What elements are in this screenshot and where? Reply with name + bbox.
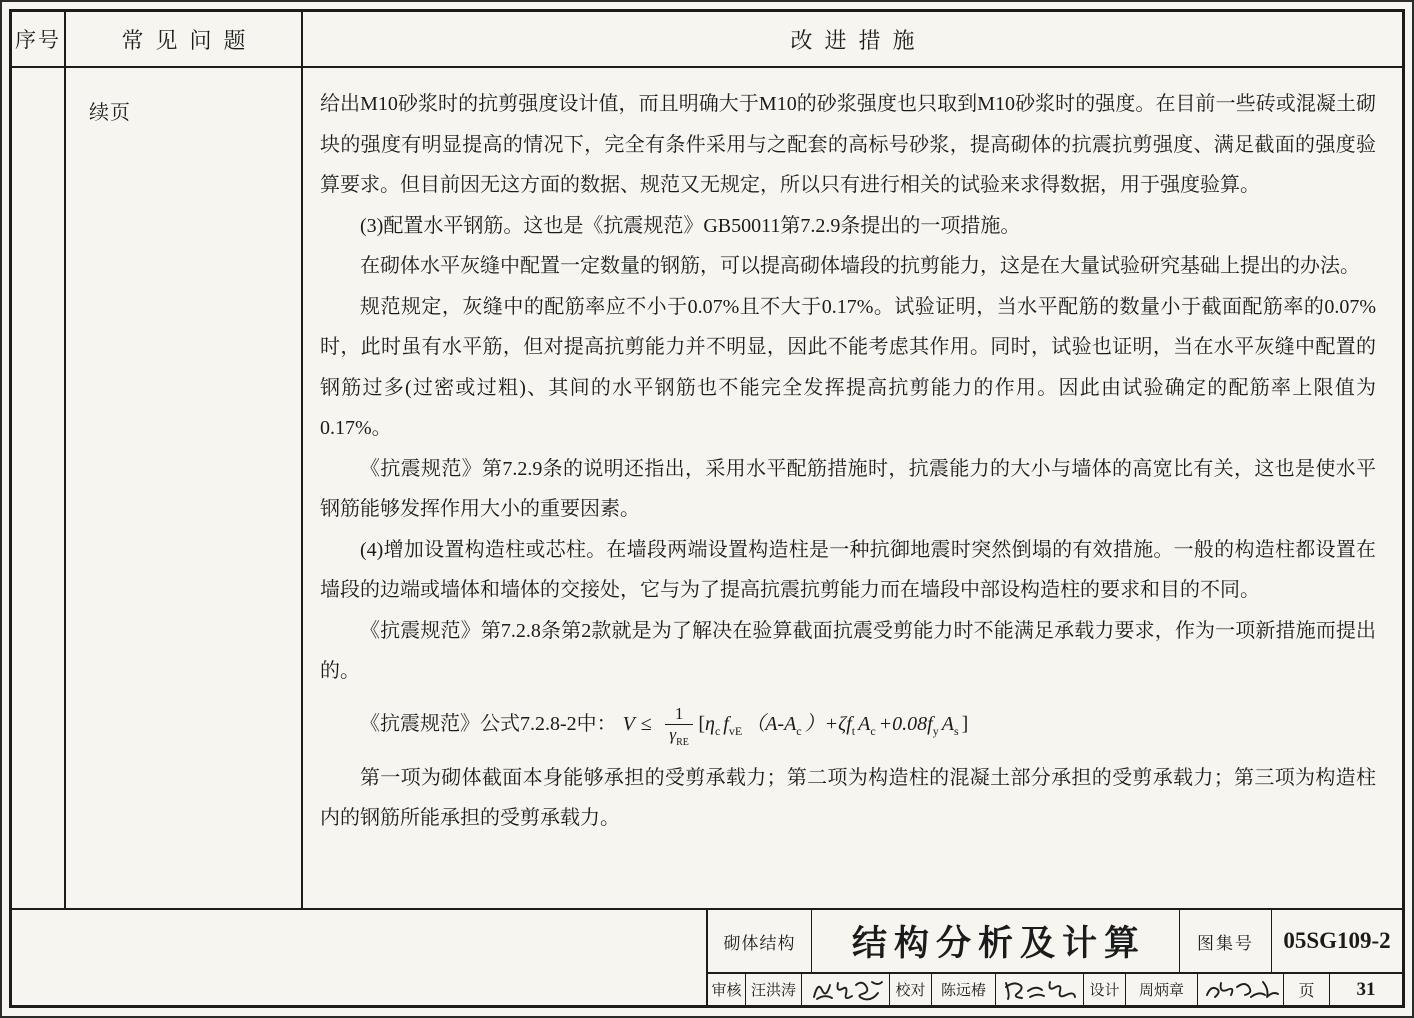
formula-line xyxy=(360,692,1376,758)
formula-term: $f_{vE}$ xyxy=(723,713,743,739)
designer-name: 周炳章 xyxy=(1126,974,1198,1005)
formula-term: $A_s$ xyxy=(941,713,959,739)
table-header-row xyxy=(12,12,1402,68)
seq-column xyxy=(12,68,66,908)
signoff-row xyxy=(708,974,1402,1005)
blank-area xyxy=(12,910,706,1005)
category-cell: 砌体结构 xyxy=(708,910,812,972)
proofreader-signature xyxy=(996,974,1084,1005)
page-label: 页 xyxy=(1284,974,1330,1005)
open-bracket: [ xyxy=(698,713,706,736)
formula-lhs: V xyxy=(622,713,635,736)
problem-note: 续页 xyxy=(89,102,131,124)
design-label: 设计 xyxy=(1084,974,1126,1005)
paragraph-3: 在砌体水平灰缝中配置一定数量的钢筋，可以提高砌体墙段的抗剪能力，这是在大量试验研究基础上提出的办法。 xyxy=(360,255,1360,277)
bottom-strip xyxy=(12,908,1402,1005)
paragraph-7: 《抗震规范》第7.2.8条第2款就是为了解决在验算截面抗震受剪能力时不能满足承载力要求，作为一项新措施而提出的。 xyxy=(320,619,1376,682)
sheet-title: 结构分析及计算 xyxy=(812,910,1180,972)
paragraph-2: (3)配置水平钢筋。这也是《抗震规范》GB50011第7.2.9条提出的一项措施。 xyxy=(360,214,1021,237)
formula-term: $A_c$ xyxy=(858,713,876,739)
leq-sign: ≤ xyxy=(640,713,652,736)
header-col-measures: 改进措施 xyxy=(790,27,927,53)
table-body-row xyxy=(12,68,1402,908)
drawing-frame xyxy=(9,9,1405,1008)
paragraph-6: (4)增加设置构造柱或芯柱。在墙段两端设置构造柱是一种抗御地震时突然倒塌的有效措施。一般的构造柱都设置在墙段的边端或墙体和墙体的交接处，它与为了提高抗震抗剪能力而在墙段中部设构造柱的要求和目的不同。 xyxy=(320,538,1376,601)
title-block xyxy=(706,910,1402,1005)
formula-term: ）$+\zeta f_t$ xyxy=(804,713,856,739)
formula-term: $+0.08f_y$ xyxy=(878,713,939,739)
paragraph-8: 第一项为砌体截面本身能够承担的受剪承载力；第二项为构造柱的混凝土部分承担的受剪承载力；第三项为构造柱内的钢筋所能承担的受剪承载力。 xyxy=(320,766,1376,829)
close-bracket: ] xyxy=(961,713,969,736)
page-number: 31 xyxy=(1356,978,1376,1000)
fraction: $\frac{1}{\gamma_{RE}}$ xyxy=(665,705,694,744)
proof-label: 校对 xyxy=(890,974,932,1005)
header-col-problem: 常见问题 xyxy=(66,12,303,66)
problem-column xyxy=(66,68,303,908)
measures-column xyxy=(303,68,1402,908)
reviewer-name: 汪洪涛 xyxy=(746,974,802,1005)
designer-signature xyxy=(1198,974,1284,1005)
atlas-number: 05SG109-2 xyxy=(1283,928,1391,953)
measures-text xyxy=(303,68,1402,839)
review-label: 审核 xyxy=(708,974,746,1005)
header-col-seq: 序号 xyxy=(12,12,66,66)
atlas-number-label: 图集号 xyxy=(1180,910,1272,972)
paragraph-1: 给出M10砂浆时的抗剪强度设计值，而且明确大于M10的砂浆强度也只取到M10砂浆时的强度。在目前一些砖或混凝土砌块的强度有明显提高的情况下，完全有条件采用与之配套的高标号砂浆，提高砌体的抗震抗剪强度、满足截面的强度验算要求。但目前因无这方面的数据、规范又无规定，所以只有进行相关的试验来求得数据，用于强度验算。 xyxy=(320,93,1376,196)
reviewer-signature xyxy=(802,974,890,1005)
paragraph-4: 规范规定，灰缝中的配筋率应不小于0.07%且不大于0.17%。试验证明，当水平配筋的数量小于截面配筋率的0.07%时，此时虽有水平筋，但对提高抗剪能力并不明显，因此不能考虑其作用。同时，试验也证明，当在水平灰缝中配置的钢筋过多(过密或过粗)、其间的水平钢筋也不能完全发挥提高抗剪能力的作用。因此由试验确定的配筋率上限值为0.17%。 xyxy=(320,295,1376,439)
proofreader-name: 陈远椿 xyxy=(932,974,996,1005)
formula-term: （$A-A_c$ xyxy=(745,713,802,739)
formula-lead: 《抗震规范》公式7.2.8-2中： xyxy=(360,713,617,736)
title-block-row-1 xyxy=(708,910,1402,974)
formula-term: $\eta_c$ xyxy=(705,713,721,739)
paragraph-5: 《抗震规范》第7.2.9条的说明还指出，采用水平配筋措施时，抗震能力的大小与墙体的高宽比有关，这也是使水平钢筋能够发挥作用大小的重要因素。 xyxy=(320,457,1376,520)
